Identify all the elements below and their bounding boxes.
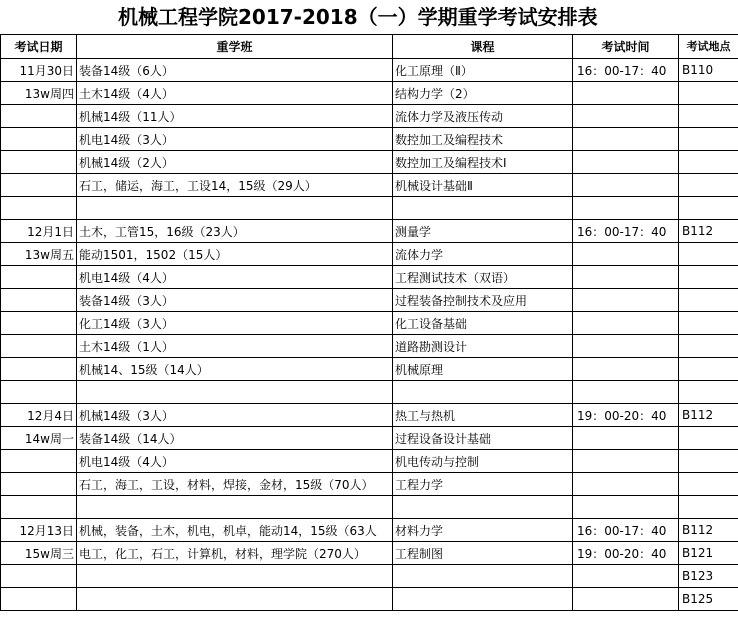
course-cell[interactable]: 过程装备控制技术及应用	[393, 289, 573, 312]
date-cell[interactable]	[1, 151, 77, 174]
table-row	[1, 128, 738, 151]
place-cell[interactable]	[679, 243, 738, 266]
place-cell[interactable]	[679, 82, 738, 105]
place-cell[interactable]: B112	[679, 519, 738, 542]
time-cell[interactable]	[573, 335, 679, 358]
class-cell[interactable]: 机电14级（4人）	[77, 266, 393, 289]
page-title: 机械工程学院2017-2018（一）学期重学考试安排表	[118, 5, 598, 29]
course-cell[interactable]: 测量学	[393, 220, 573, 243]
class-cell[interactable]	[77, 496, 393, 519]
date-cell[interactable]: 15w周三	[1, 542, 77, 565]
date-cell[interactable]	[1, 197, 77, 220]
table-row	[1, 105, 738, 128]
place-cell[interactable]	[679, 105, 738, 128]
course-cell[interactable]: 机电传动与控制	[393, 450, 573, 473]
course-cell[interactable]: 机械设计基础Ⅱ	[393, 174, 573, 197]
course-cell[interactable]	[393, 381, 573, 404]
table-row	[1, 588, 738, 611]
place-cell[interactable]: B112	[679, 404, 738, 427]
table-row	[1, 358, 738, 381]
place-cell[interactable]	[679, 174, 738, 197]
class-cell[interactable]: 能动1501，1502（15人）	[77, 243, 393, 266]
date-cell[interactable]: 11月30日	[1, 59, 77, 82]
class-cell[interactable]: 装备14级（14人）	[77, 427, 393, 450]
class-cell[interactable]: 机械14级（2人）	[77, 151, 393, 174]
time-cell[interactable]	[573, 266, 679, 289]
date-cell[interactable]	[1, 358, 77, 381]
date-cell[interactable]	[1, 266, 77, 289]
date-cell[interactable]	[1, 496, 77, 519]
class-cell[interactable]: 石工，海工，工设，材料，焊接，金材，15级（70人）	[77, 473, 393, 496]
table-row	[1, 289, 738, 312]
time-cell[interactable]	[573, 151, 679, 174]
place-cell[interactable]	[679, 151, 738, 174]
course-cell[interactable]: 机械原理	[393, 358, 573, 381]
table-row	[1, 151, 738, 174]
time-cell[interactable]: 19：00-20：40	[573, 404, 679, 427]
table-row	[1, 312, 738, 335]
course-cell[interactable]: 热工与热机	[393, 404, 573, 427]
time-cell[interactable]	[573, 496, 679, 519]
course-cell[interactable]: 流体力学	[393, 243, 573, 266]
table-row	[1, 82, 738, 105]
header-class[interactable]: 重学班	[77, 35, 393, 59]
time-cell[interactable]	[573, 427, 679, 450]
exam-schedule-table	[0, 34, 738, 611]
table-row	[1, 381, 738, 404]
date-cell[interactable]	[1, 588, 77, 611]
class-cell[interactable]: 机械，装备，土木，机电，机卓，能动14，15级（63人	[77, 519, 393, 542]
class-cell[interactable]: 机械14级（3人）	[77, 404, 393, 427]
place-cell[interactable]	[679, 450, 738, 473]
header-course[interactable]: 课程	[393, 35, 573, 59]
date-cell[interactable]	[1, 174, 77, 197]
date-cell[interactable]	[1, 450, 77, 473]
class-cell[interactable]: 机械14级（11人）	[77, 105, 393, 128]
time-cell[interactable]	[573, 105, 679, 128]
place-cell[interactable]	[679, 128, 738, 151]
date-cell[interactable]: 14w周一	[1, 427, 77, 450]
class-cell[interactable]: 化工14级（3人）	[77, 312, 393, 335]
date-cell[interactable]	[1, 312, 77, 335]
course-cell[interactable]: 工程力学	[393, 473, 573, 496]
class-cell[interactable]: 土木14级（4人）	[77, 82, 393, 105]
course-cell[interactable]: 流体力学及液压传动	[393, 105, 573, 128]
table-row	[1, 404, 738, 427]
class-cell[interactable]: 电工，化工，石工，计算机，材料，理学院（270人）	[77, 542, 393, 565]
table-row	[1, 542, 738, 565]
course-cell[interactable]: 数控加工及编程技术Ⅰ	[393, 151, 573, 174]
class-cell[interactable]: 装备14级（6人）	[77, 59, 393, 82]
table-row	[1, 59, 738, 82]
table-row	[1, 197, 738, 220]
place-cell[interactable]	[679, 312, 738, 335]
course-cell[interactable]	[393, 565, 573, 588]
time-cell[interactable]	[573, 358, 679, 381]
place-cell[interactable]	[679, 266, 738, 289]
place-cell[interactable]	[679, 335, 738, 358]
table-row	[1, 519, 738, 542]
table-row	[1, 473, 738, 496]
date-cell[interactable]: 13w周四	[1, 82, 77, 105]
time-cell[interactable]	[573, 243, 679, 266]
place-cell[interactable]: B121	[679, 542, 738, 565]
table-row	[1, 243, 738, 266]
course-cell[interactable]: 化工设备基础	[393, 312, 573, 335]
place-cell[interactable]: B110	[679, 59, 738, 82]
table-row	[1, 496, 738, 519]
date-cell[interactable]	[1, 289, 77, 312]
table-row	[1, 174, 738, 197]
date-cell[interactable]	[1, 565, 77, 588]
time-cell[interactable]: 19：00-20：40	[573, 542, 679, 565]
date-cell[interactable]	[1, 381, 77, 404]
time-cell[interactable]: 16：00-17：40	[573, 220, 679, 243]
time-cell[interactable]	[573, 312, 679, 335]
class-cell[interactable]	[77, 588, 393, 611]
course-cell[interactable]	[393, 496, 573, 519]
place-cell[interactable]: B112	[679, 220, 738, 243]
class-cell[interactable]: 土木14级（1人）	[77, 335, 393, 358]
place-cell[interactable]	[679, 358, 738, 381]
place-cell[interactable]: B123	[679, 565, 738, 588]
time-cell[interactable]	[573, 128, 679, 151]
time-cell[interactable]	[573, 473, 679, 496]
class-cell[interactable]: 机械14、15级（14人）	[77, 358, 393, 381]
time-cell[interactable]	[573, 381, 679, 404]
time-cell[interactable]	[573, 197, 679, 220]
place-cell[interactable]	[679, 427, 738, 450]
time-cell[interactable]	[573, 588, 679, 611]
course-cell[interactable]: 化工原理（Ⅱ）	[393, 59, 573, 82]
place-cell[interactable]: B125	[679, 588, 738, 611]
date-cell[interactable]: 12月1日	[1, 220, 77, 243]
date-cell[interactable]: 12月13日	[1, 519, 77, 542]
course-cell[interactable]: 材料力学	[393, 519, 573, 542]
time-cell[interactable]: 16：00-17：40	[573, 519, 679, 542]
course-cell[interactable]: 过程设备设计基础	[393, 427, 573, 450]
date-cell[interactable]	[1, 335, 77, 358]
course-cell[interactable]	[393, 588, 573, 611]
course-cell[interactable]: 结构力学（2）	[393, 82, 573, 105]
time-cell[interactable]	[573, 82, 679, 105]
time-cell[interactable]	[573, 450, 679, 473]
table-row	[1, 220, 738, 243]
place-cell[interactable]	[679, 473, 738, 496]
time-cell[interactable]	[573, 289, 679, 312]
class-cell[interactable]: 机电14级（3人）	[77, 128, 393, 151]
time-cell[interactable]: 16：00-17：40	[573, 59, 679, 82]
date-cell[interactable]: 12月4日	[1, 404, 77, 427]
place-cell[interactable]	[679, 197, 738, 220]
header-date[interactable]: 考试日期	[1, 35, 77, 59]
time-cell[interactable]	[573, 174, 679, 197]
class-cell[interactable]: 装备14级（3人）	[77, 289, 393, 312]
table-row	[1, 266, 738, 289]
course-cell[interactable]: 工程制图	[393, 542, 573, 565]
class-cell[interactable]: 石工，储运，海工，工设14，15级（29人）	[77, 174, 393, 197]
date-cell[interactable]: 13w周五	[1, 243, 77, 266]
class-cell[interactable]: 机电14级（4人）	[77, 450, 393, 473]
table-row	[1, 427, 738, 450]
table-row	[1, 450, 738, 473]
course-cell[interactable]: 数控加工及编程技术	[393, 128, 573, 151]
place-cell[interactable]	[679, 381, 738, 404]
class-cell[interactable]	[77, 197, 393, 220]
date-cell[interactable]	[1, 473, 77, 496]
course-cell[interactable]: 道路勘测设计	[393, 335, 573, 358]
class-cell[interactable]: 土木，工管15，16级（23人）	[77, 220, 393, 243]
table-row	[1, 565, 738, 588]
header-row	[1, 35, 738, 59]
date-cell[interactable]	[1, 128, 77, 151]
class-cell[interactable]	[77, 381, 393, 404]
date-cell[interactable]	[1, 105, 77, 128]
time-cell[interactable]	[573, 565, 679, 588]
course-cell[interactable]	[393, 197, 573, 220]
table-row	[1, 335, 738, 358]
header-place[interactable]: 考试地点	[679, 35, 738, 59]
place-cell[interactable]	[679, 496, 738, 519]
header-time[interactable]: 考试时间	[573, 35, 679, 59]
course-cell[interactable]: 工程测试技术（双语）	[393, 266, 573, 289]
place-cell[interactable]	[679, 289, 738, 312]
class-cell[interactable]	[77, 565, 393, 588]
